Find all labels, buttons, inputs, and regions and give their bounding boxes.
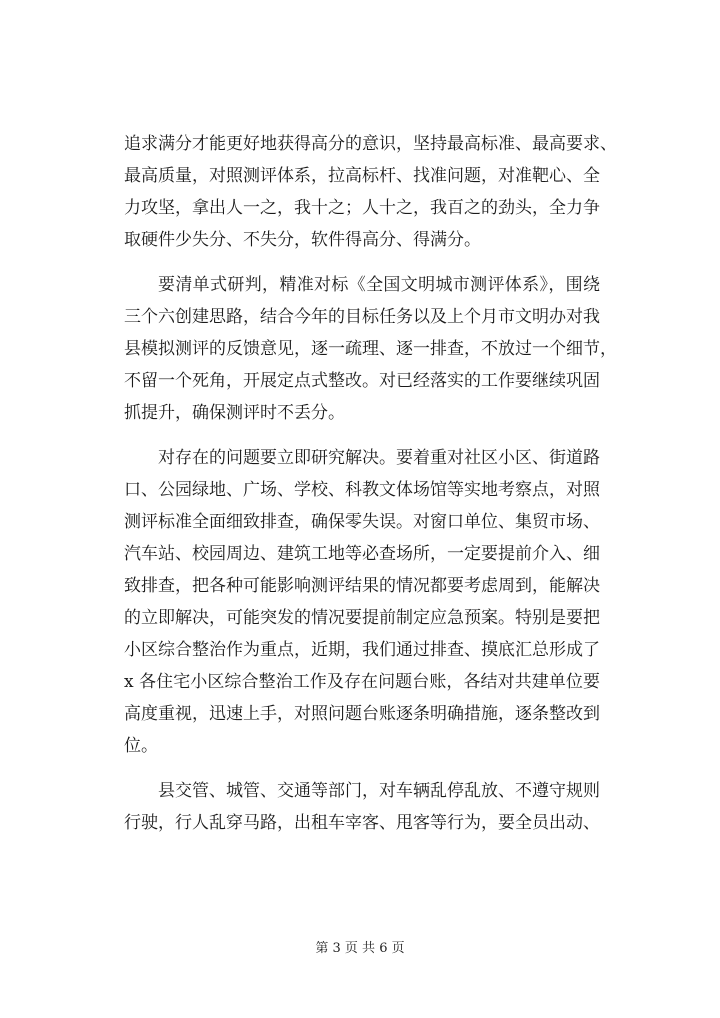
paragraph-3 [124, 442, 600, 762]
text-line: x 各住宅小区综合整治工作及存在问题台账，各结对共建单位要 [124, 672, 600, 692]
page-number-footer: 第 3 页 共 6 页 [315, 941, 405, 956]
text-line: 的立即解决，可能突发的情况要提前制定应急预案。特别是要把 [124, 608, 600, 628]
text-line: 测评标准全面细致排查，确保零失误。对窗口单位、集贸市场、 [124, 512, 600, 532]
text-line: 县交管、城管、交通等部门，对车辆乱停乱放、不遵守规则 [158, 781, 600, 801]
paragraph-2 [124, 269, 617, 429]
text-line: 力攻坚，拿出人一之，我十之；人十之，我百之的劲头，全力争 [124, 198, 600, 218]
paragraph-gap [124, 762, 600, 775]
text-line: 对存在的问题要立即研究解决。要着重对社区小区、街道路 [158, 448, 600, 468]
text-line: 要清单式研判，精准对标《全国文明城市测评体系》，围绕 [158, 275, 600, 295]
text-line: 取硬件少失分、不失分，软件得高分、得满分。 [124, 230, 481, 250]
paragraph-gap [124, 429, 600, 442]
paragraph-gap [124, 256, 600, 269]
text-line: 高度重视，迅速上手，对照问题台账逐条明确措施，逐条整改到 [124, 704, 600, 724]
text-line: 致排查，把各种可能影响测评结果的情况都要考虑周到，能解决 [124, 576, 600, 596]
text-line: 口、公园绿地、广场、学校、科教文体场馆等实地考察点，对照 [124, 480, 600, 500]
text-line: 追求满分才能更好地获得高分的意识，坚持最高标准、最高要求、 [124, 134, 617, 154]
text-line: 小区综合整治作为重点，近期，我们通过排查、摸底汇总形成了 [124, 640, 600, 660]
text-line: 行驶，行人乱穿马路，出租车宰客、甩客等行为，要全员出动、 [124, 813, 600, 833]
text-line: 汽车站、校园周边、建筑工地等必查场所，一定要提前介入、细 [124, 544, 600, 564]
body-text [124, 128, 617, 839]
text-line: 不留一个死角，开展定点式整改。对已经落实的工作要继续巩固 [124, 371, 600, 391]
paragraph-1 [124, 128, 617, 256]
text-line: 三个六创建思路，结合今年的目标任务以及上个月市文明办对我 [124, 307, 600, 327]
text-line: 抓提升，确保测评时不丢分。 [124, 403, 345, 423]
text-line: 最高质量，对照测评体系，拉高标杆、找准问题，对准靶心、全 [124, 166, 600, 186]
paragraph-4 [124, 775, 600, 839]
text-line: 位。 [124, 736, 158, 756]
text-line: 县模拟测评的反馈意见，逐一疏理、逐一排查，不放过一个细节， [124, 339, 617, 359]
